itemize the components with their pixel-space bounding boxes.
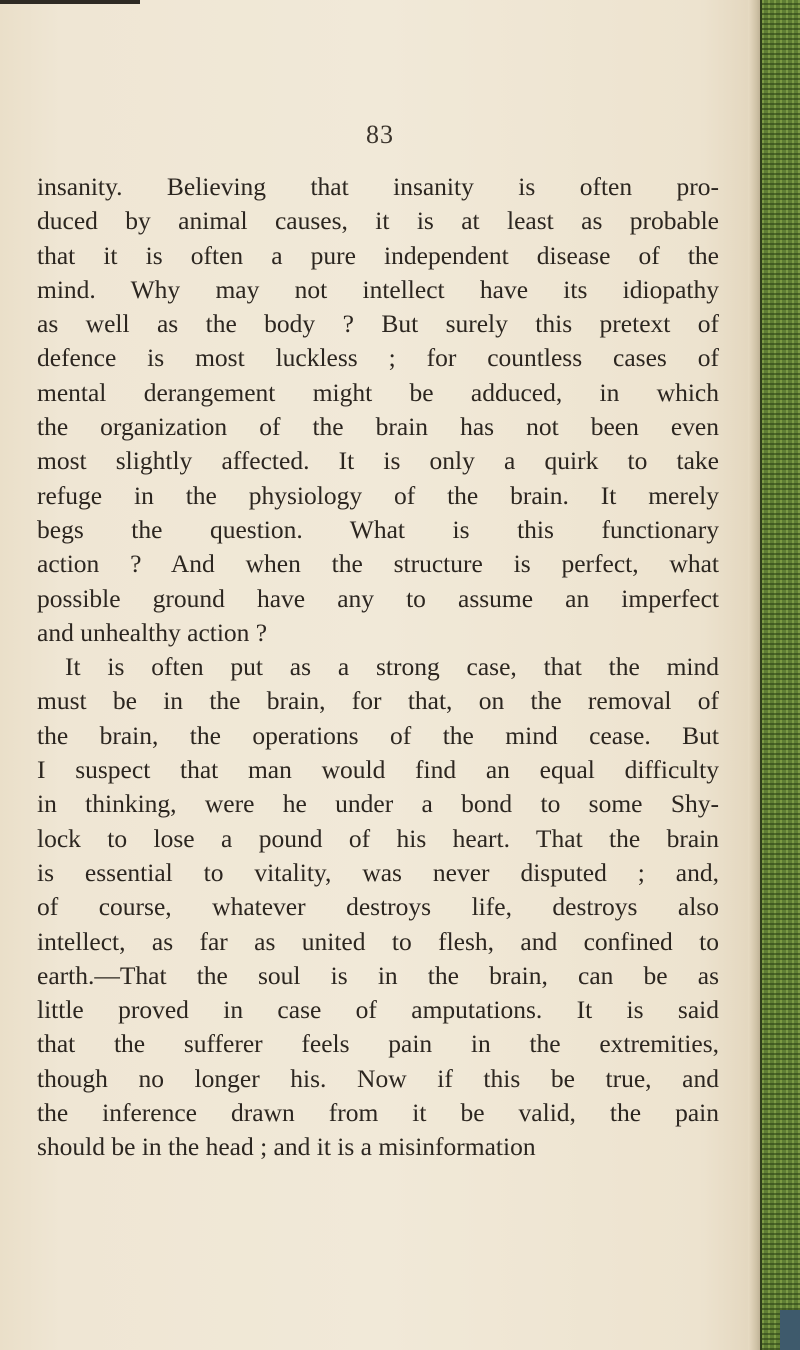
text-line: lock to lose a pound of his heart. That the brain [37, 823, 719, 853]
top-shadow [0, 0, 140, 4]
text-line: I suspect that man would find an equal difficulty [37, 755, 719, 785]
body-text [37, 170, 719, 1165]
page-gutter [748, 0, 760, 1350]
text-line: as well as the body ? But surely this pretext of [37, 309, 719, 339]
text-line: begs the question. What is this functionary [37, 514, 719, 544]
text-line: the brain, the operations of the mind cease. But [37, 720, 719, 750]
text-line: is essential to vitality, was never disputed ; and, [37, 857, 719, 887]
text-line: little proved in case of amputations. It is said [37, 995, 719, 1025]
text-line: though no longer his. Now if this be true, and [37, 1063, 719, 1093]
text-line: earth.—That the soul is in the brain, can be as [37, 960, 719, 990]
page-edge-strip [760, 0, 800, 1350]
text-line: refuge in the physiology of the brain. It merely [37, 480, 719, 510]
text-line: action ? And when the structure is perfect, what [37, 549, 719, 579]
text-line: of course, whatever destroys life, destroys also [37, 892, 719, 922]
text-line: the inference drawn from it be valid, the pain [37, 1098, 719, 1128]
text-line: duced by animal causes, it is at least as probable [37, 206, 719, 236]
text-line: and unhealthy action ? [37, 617, 268, 647]
text-line: must be in the brain, for that, on the removal of [37, 686, 719, 716]
text-line: in thinking, were he under a bond to some Shy- [37, 789, 719, 819]
text-line: It is often put as a strong case, that the mind [65, 652, 719, 682]
text-line: mental derangement might be adduced, in which [37, 377, 719, 407]
text-line: should be in the head ; and it is a misinformation [37, 1132, 536, 1162]
text-line: that the sufferer feels pain in the extremities, [37, 1029, 719, 1059]
text-line: intellect, as far as united to flesh, and confined to [37, 926, 719, 956]
page-number: 83 [366, 120, 394, 149]
text-line: insanity. Believing that insanity is often pro- [37, 172, 719, 201]
text-line: most slightly affected. It is only a quirk to take [37, 446, 719, 476]
text-line: mind. Why may not intellect have its idiopathy [37, 274, 719, 304]
text-line: possible ground have any to assume an imperfect [37, 583, 719, 613]
page-edge-corner [780, 1310, 800, 1350]
text-line: that it is often a pure independent disease of the [37, 240, 719, 270]
text-line: defence is most luckless ; for countless cases of [37, 343, 719, 373]
text-line: the organization of the brain has not been even [37, 412, 719, 442]
